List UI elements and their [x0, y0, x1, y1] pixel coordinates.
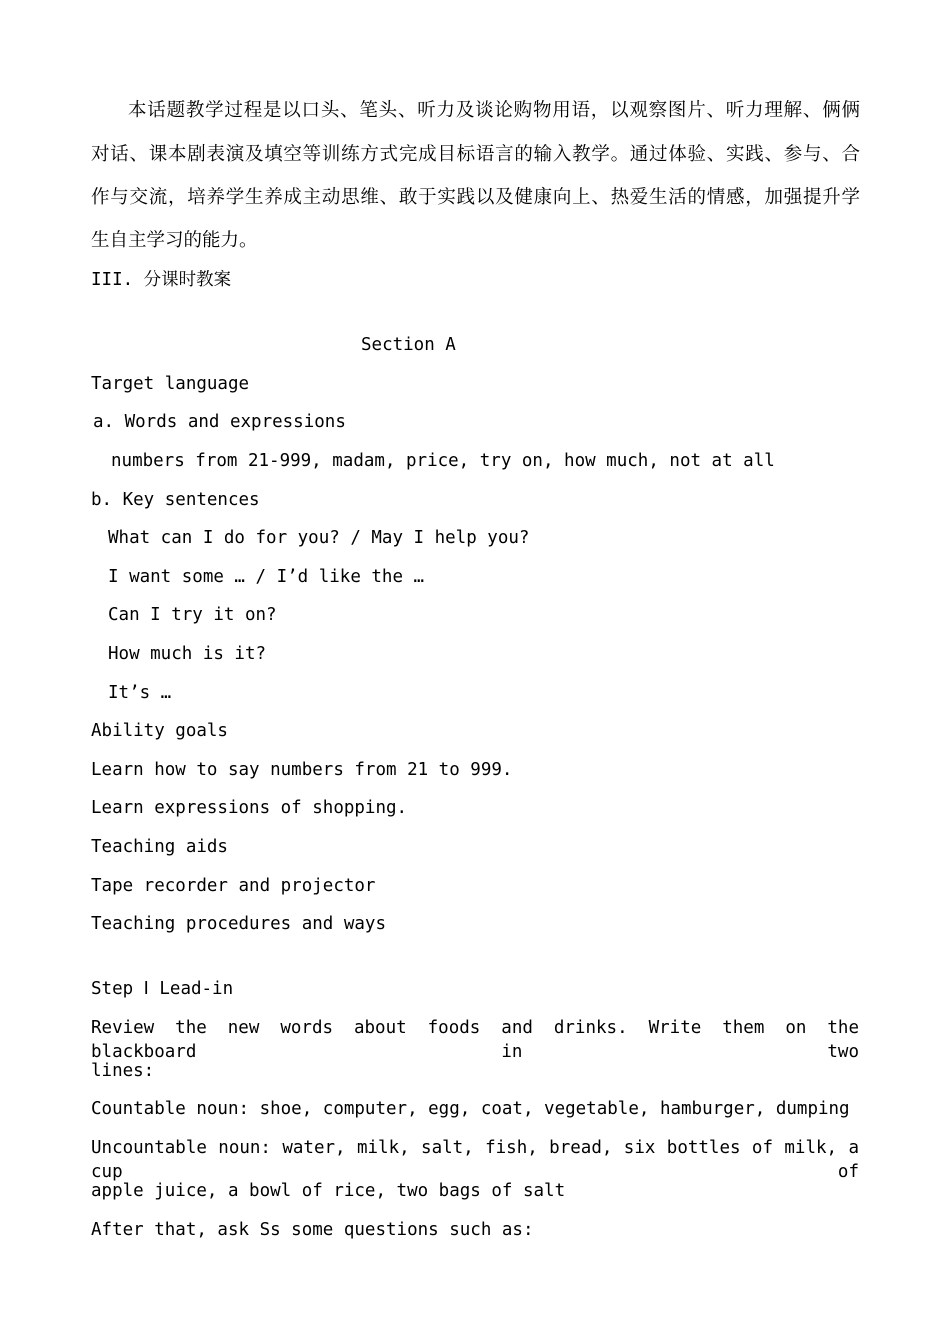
after-that-line: After that, ask Ss some questions such as:: [91, 1220, 534, 1240]
step-1-heading: Step Ⅰ Lead-in: [91, 979, 234, 999]
key-sentence: Can I try it on?: [108, 605, 277, 625]
key-sentence: What can I do for you? / May I help you?: [108, 528, 530, 548]
countable-nouns: Countable noun: shoe, computer, egg, coat, vegetable, hamburger, dumping: [91, 1099, 850, 1119]
section-title: Section A: [361, 335, 456, 355]
uncountable-nouns-line-2: apple juice, a bowl of rice, two bags of salt: [91, 1181, 566, 1201]
intro-paragraph-line-2: 对话、课本剧表演及填空等训练方式完成目标语言的输入教学。通过体验、实践、参与、合: [91, 144, 860, 165]
ability-goals-heading: Ability goals: [91, 721, 228, 741]
key-sentences-heading: b. Key sentences: [91, 490, 260, 510]
heading-iii: III. 分课时教案: [91, 270, 232, 290]
words-heading: a. Words and expressions: [93, 412, 346, 432]
teaching-procedures-heading: Teaching procedures and ways: [91, 914, 387, 934]
words-list: numbers from 21-999, madam, price, try on, how much, not at all: [111, 451, 775, 471]
ability-item: Learn how to say numbers from 21 to 999.: [91, 760, 513, 780]
key-sentence: I want some … / I’d like the …: [108, 567, 425, 587]
key-sentence: How much is it?: [108, 644, 267, 664]
intro-paragraph-line-4: 生自主学习的能力。: [91, 230, 258, 251]
intro-paragraph-line-1: 本话题教学过程是以口头、笔头、听力及谈论购物用语，以观察图片、听力理解、俩俩: [128, 100, 860, 121]
ability-item: Learn expressions of shopping.: [91, 798, 408, 818]
key-sentence: It’s …: [108, 683, 172, 703]
review-line-1: Review the new words about foods and drinks. Write them on the blackboard in two: [91, 1018, 859, 1062]
target-language-heading: Target language: [91, 374, 250, 394]
teaching-aids-item: Tape recorder and projector: [91, 876, 376, 896]
review-line-2: lines:: [91, 1061, 155, 1081]
teaching-aids-heading: Teaching aids: [91, 837, 228, 857]
intro-paragraph-line-3: 作与交流，培养学生养成主动思维、敢于实践以及健康向上、热爱生活的情感，加强提升学: [91, 187, 860, 208]
uncountable-nouns-line-1: Uncountable noun: water, milk, salt, fish, bread, six bottles of milk, a cup of: [91, 1138, 859, 1182]
